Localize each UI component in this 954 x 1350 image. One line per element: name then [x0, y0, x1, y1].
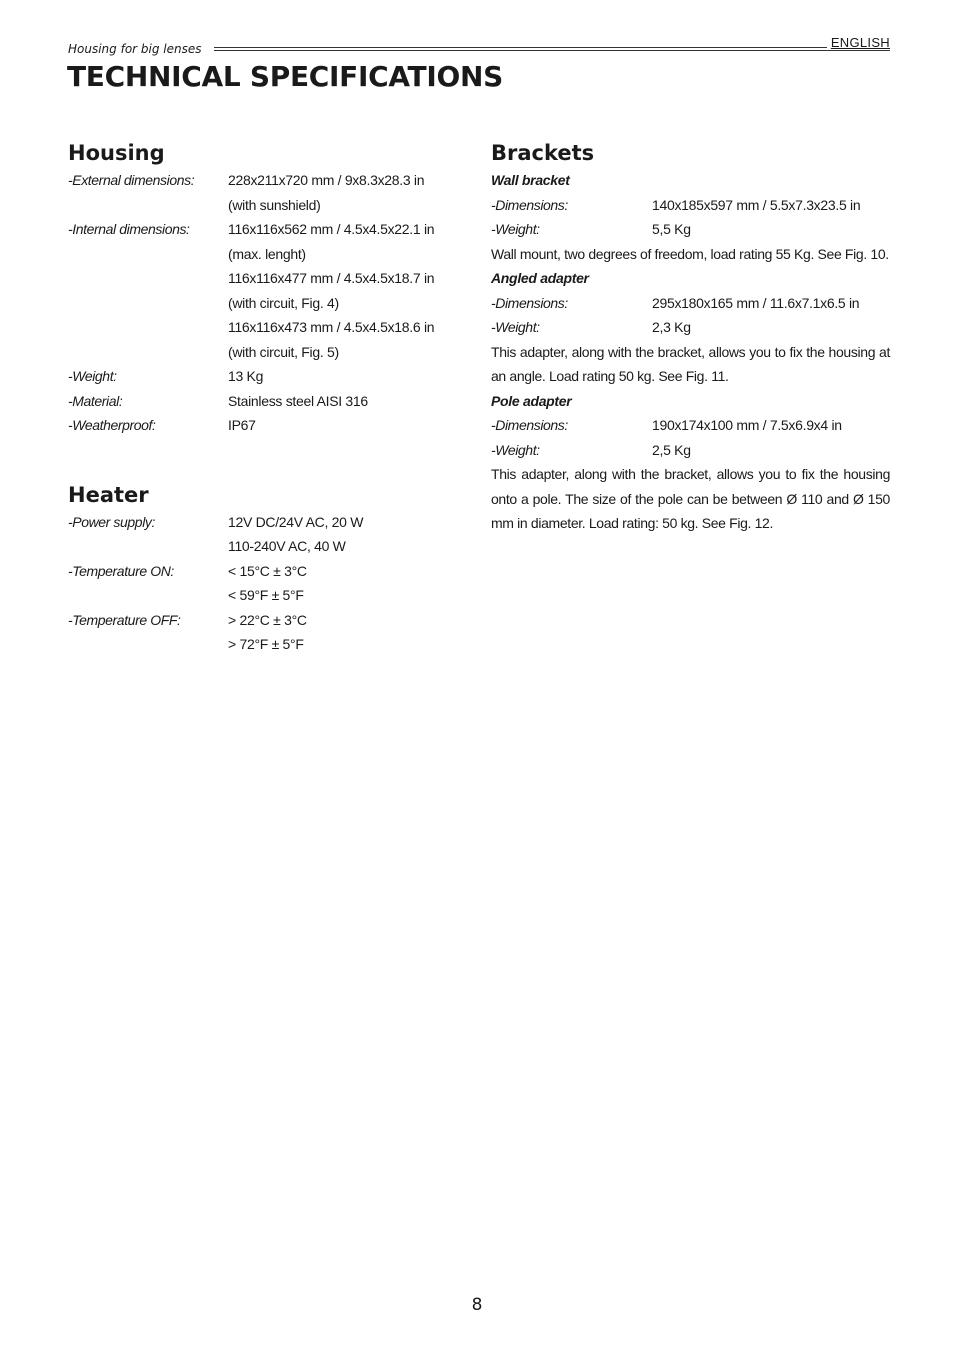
spec-label: -Material:: [68, 392, 123, 409]
page-title: TECHNICAL SPECIFICATIONS: [67, 60, 503, 93]
spec-value: 295x180x165 mm / 11.6x7.1x6.5 in: [652, 294, 860, 311]
spec-value: 190x174x100 mm / 7.5x6.9x4 in: [652, 417, 842, 433]
spec-value: [228, 413, 256, 438]
spec-value-line: 116x116x562 mm / 4.5x4.5x22.1 in: [228, 221, 435, 237]
angled-adapter-title: Angled adapter: [491, 270, 589, 286]
spec-value: [228, 364, 263, 389]
spec-value: [228, 389, 368, 414]
spec-value: 2,5 Kg: [652, 441, 691, 458]
spec-label: -External dimensions:: [68, 172, 195, 188]
spec-label: -Temperature OFF:: [68, 611, 181, 628]
right-column: [491, 138, 891, 536]
housing-title: Housing: [68, 141, 165, 165]
spec-label: -Weight:: [68, 368, 117, 384]
spec-row: [491, 413, 891, 438]
spec-label: -Weight:: [491, 319, 540, 335]
pole-adapter-title: Pole adapter: [491, 392, 572, 409]
spec-label: -Weight:: [491, 441, 540, 458]
spec-label: -Power supply:: [68, 513, 155, 530]
spec-value-line: > 22°C ± 3°C: [228, 611, 307, 628]
spec-row: [68, 413, 448, 438]
spec-value-line: < 59°F ± 5°F: [228, 587, 304, 603]
heater-spec-list: [68, 510, 448, 657]
housing-spec-list: [68, 168, 448, 438]
spec-value: [228, 559, 307, 608]
spec-value-line: 116x116x477 mm / 4.5x4.5x18.7 in: [228, 270, 435, 286]
spec-value: 140x185x597 mm / 5.5x7.3x23.5 in: [652, 196, 861, 213]
angled-adapter-note: This adapter, along with the bracket, allows you to fix the housing at an angle. Load rating 50 kg. See Fig. 11.: [491, 343, 890, 384]
page-header: [68, 36, 890, 60]
spec-value-line: > 72°F ± 5°F: [228, 636, 304, 652]
spec-value: 5,5 Kg: [652, 221, 691, 237]
spec-value-line: IP67: [228, 417, 256, 433]
spec-label: -Dimensions:: [491, 196, 568, 213]
spec-value-line: 13 Kg: [228, 368, 264, 384]
spec-label: -Weatherproof:: [68, 417, 156, 433]
spec-value-line: (with circuit, Fig. 5): [228, 343, 339, 360]
spec-row: [68, 389, 448, 414]
page-number: 8: [471, 1295, 483, 1315]
spec-row: [68, 168, 448, 217]
spec-value: [228, 217, 434, 364]
spec-value-line: 110-240V AC, 40 W: [228, 538, 346, 554]
spec-value-line: Stainless steel AISI 316: [228, 392, 368, 409]
spec-value: [228, 608, 307, 657]
spec-row: [491, 193, 891, 218]
left-column: [68, 138, 448, 657]
spec-value-line: 116x116x473 mm / 4.5x4.5x18.6 in: [228, 319, 435, 335]
spec-row: [491, 438, 891, 463]
spec-label: -Dimensions:: [491, 417, 568, 433]
spec-row: [68, 364, 448, 389]
spec-row: [491, 217, 891, 242]
spec-label: -Temperature ON:: [68, 562, 174, 579]
brackets-title: Brackets: [491, 141, 595, 165]
spec-label: -Dimensions:: [491, 294, 568, 311]
spec-row: [491, 315, 891, 340]
spec-value-line: < 15°C ± 3°C: [228, 562, 307, 579]
spec-row: [68, 217, 448, 364]
spec-value: 2,3 Kg: [652, 319, 691, 335]
spec-label: -Weight:: [491, 221, 540, 237]
spec-value-line: (with sunshield): [228, 196, 321, 213]
spec-value-line: 12V DC/24V AC, 20 W: [228, 513, 364, 530]
heater-title: Heater: [68, 482, 149, 507]
spec-value-line: (max. lenght): [228, 245, 306, 262]
section-spacer: [68, 438, 448, 480]
spec-value: [228, 168, 424, 217]
wall-bracket-title: Wall bracket: [491, 172, 570, 188]
document-subtitle: Housing for big lenses: [68, 42, 202, 56]
header-rule: [214, 47, 890, 51]
spec-row: [68, 559, 448, 608]
spec-value-line: 228x211x720 mm / 9x8.3x28.3 in: [228, 172, 425, 188]
spec-row: [68, 608, 448, 657]
spec-value-line: (with circuit, Fig. 4): [228, 294, 339, 311]
spec-value: [228, 510, 363, 559]
spec-row: [68, 510, 448, 559]
language-label: ENGLISH: [827, 35, 890, 50]
wall-bracket-note: Wall mount, two degrees of freedom, load rating 55 Kg. See Fig. 10.: [491, 245, 889, 262]
spec-label: -Internal dimensions:: [68, 221, 190, 237]
spec-row: [491, 291, 891, 316]
pole-adapter-note: This adapter, along with the bracket, allows you to fix the housing onto a pole. The size of the pole can be between Ø 110 and Ø 150 mm in diameter. Load rating: 50 kg. See Fig. 12.: [491, 466, 890, 531]
